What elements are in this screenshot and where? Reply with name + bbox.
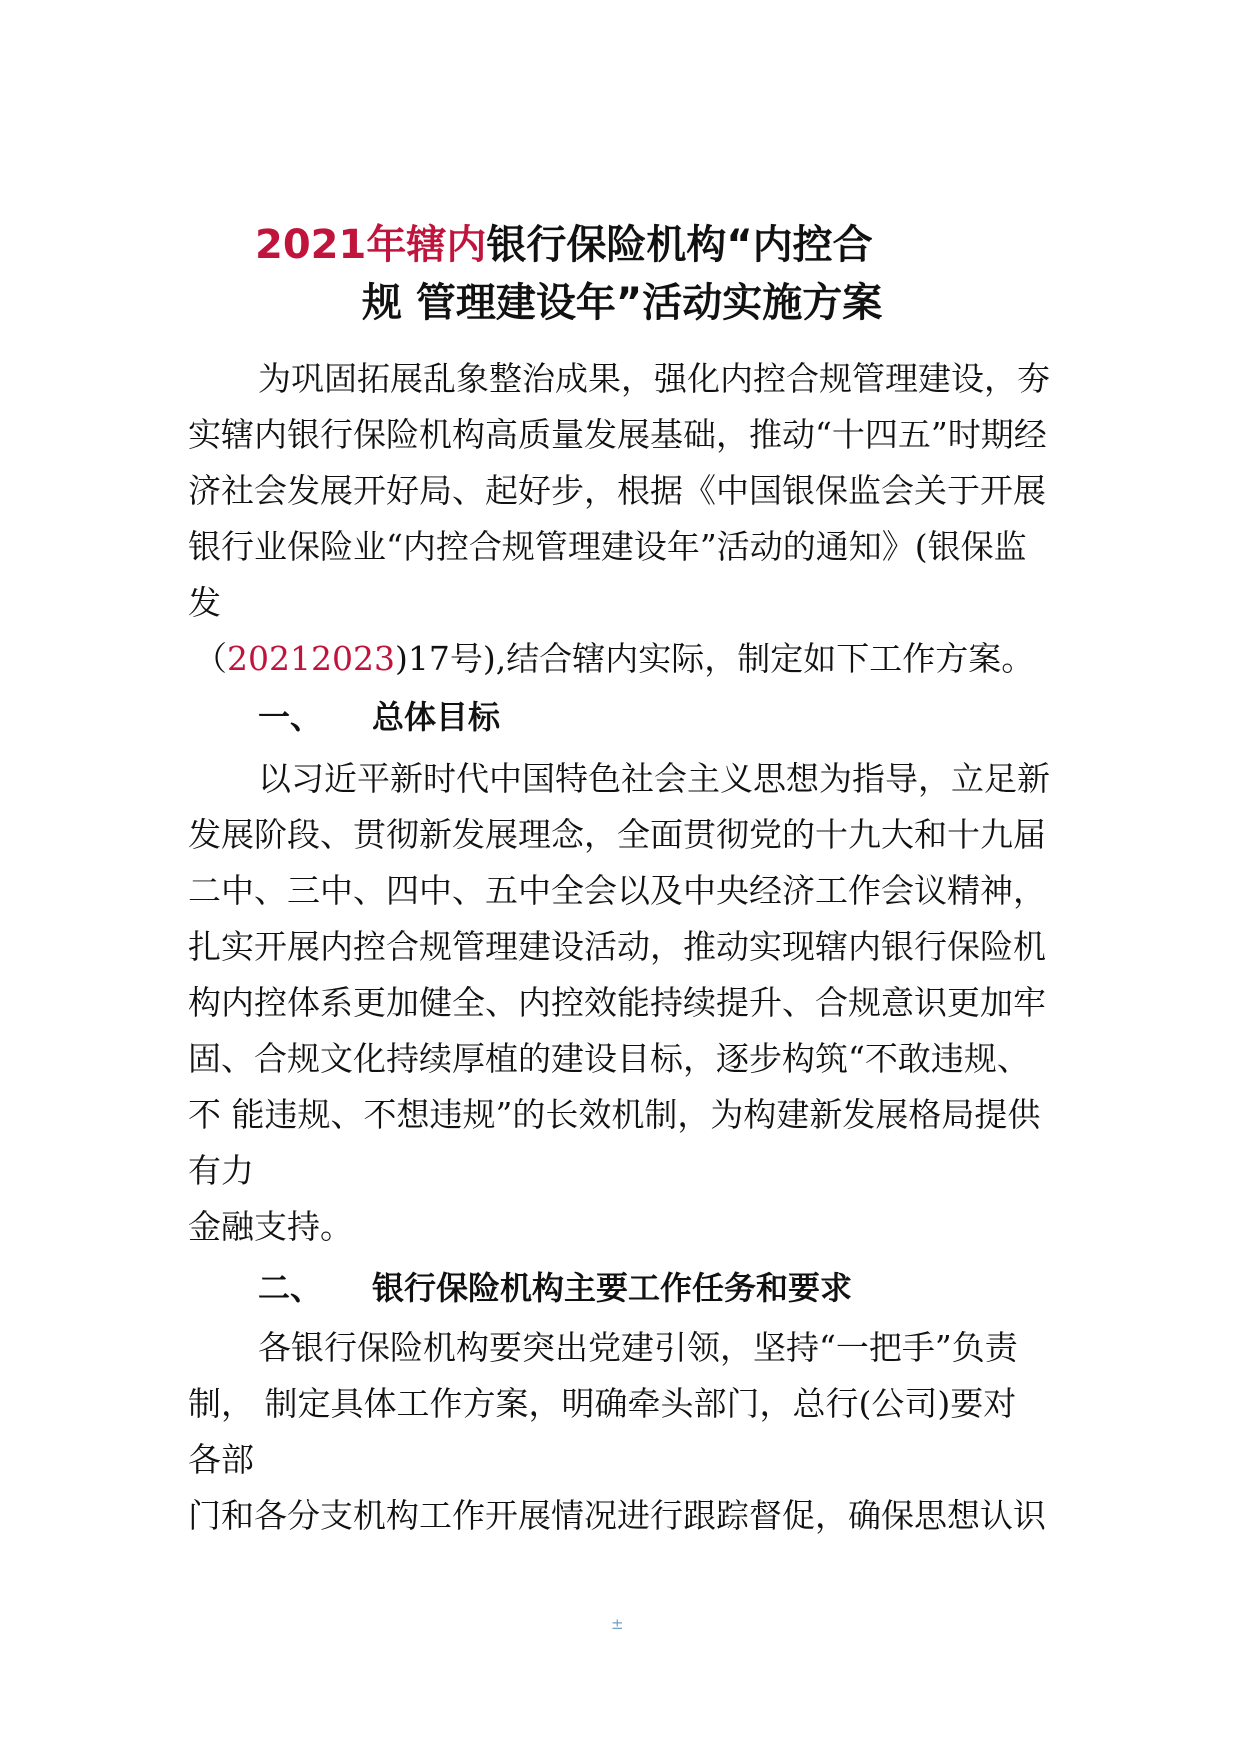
section-1-line-1: 以习近平新时代中国特色社会主义思想为指导，立足新 [258,759,1050,798]
section-1-title: 总体目标 [372,698,501,736]
section-2-line-3: 各部 [188,1440,254,1479]
intro-open-paren: （ [194,639,227,678]
intro-line-2: 实辖内银行保险机构高质量发展基础，推动“十四五”时期经 [188,415,1047,454]
title-line-1-text: 银行保险机构“内控合 [486,222,873,268]
document-title-line-2: 规 管理建设年”活动实施方案 [362,280,883,326]
section-2-line-1: 各银行保险机构要突出党建引领，坚持“一把手”负责 [258,1328,1018,1367]
intro-line-5: 发 [188,583,221,622]
section-1-line-7: 不 能违规、不想违规”的长效机制，为构建新发展格局提供 [188,1095,1041,1134]
section-2-heading [258,1269,853,1307]
intro-line-1: 为巩固拓展乱象整治成果，强化内控合规管理建设，夯 [258,359,1050,398]
document-reference-number: 20212023 [227,639,395,678]
section-2-line-4: 门和各分支机构工作开展情况进行跟踪督促，确保思想认识 [188,1496,1046,1535]
title-year-highlight: 2021年辖内 [255,222,487,268]
section-2-number: 二、 [258,1269,323,1307]
section-2-line-2: 制， 制定具体工作方案，明确牵头部门，总行(公司)要对 [188,1384,1017,1423]
section-1-line-3: 二中、三中、四中、五中全会以及中央经济工作会议精神， [188,871,1046,910]
section-2-title: 银行保险机构主要工作任务和要求 [372,1269,853,1307]
section-1-line-4: 扎实开展内控合规管理建设活动，推动实现辖内银行保险机 [188,927,1046,966]
section-1-line-6: 固、合规文化持续厚植的建设目标，逐步构筑“不敢违规、 [188,1039,1030,1078]
section-1-line-8: 有力 [188,1151,254,1190]
intro-line-4: 银行业保险业“内控合规管理建设年”活动的通知》(银保监 [188,527,1027,566]
intro-line-3: 济社会发展开好局、起好步，根据《中国银保监会关于开展 [188,471,1046,510]
section-1-line-2: 发展阶段、贯彻新发展理念，全面贯彻党的十九大和十九届 [188,815,1046,854]
intro-line-6 [194,639,1035,678]
intro-line-6-text: )17号),结合辖内实际，制定如下工作方案。 [394,639,1035,678]
section-1-line-5: 构内控体系更加健全、内控效能持续提升、合规意识更加牢 [188,983,1046,1022]
document-title-line-1 [255,222,873,268]
page-footer-mark: ± [611,1615,624,1633]
section-1-line-9: 金融支持。 [188,1207,353,1246]
section-1-number: 一、 [258,698,323,736]
section-1-heading [258,698,501,736]
